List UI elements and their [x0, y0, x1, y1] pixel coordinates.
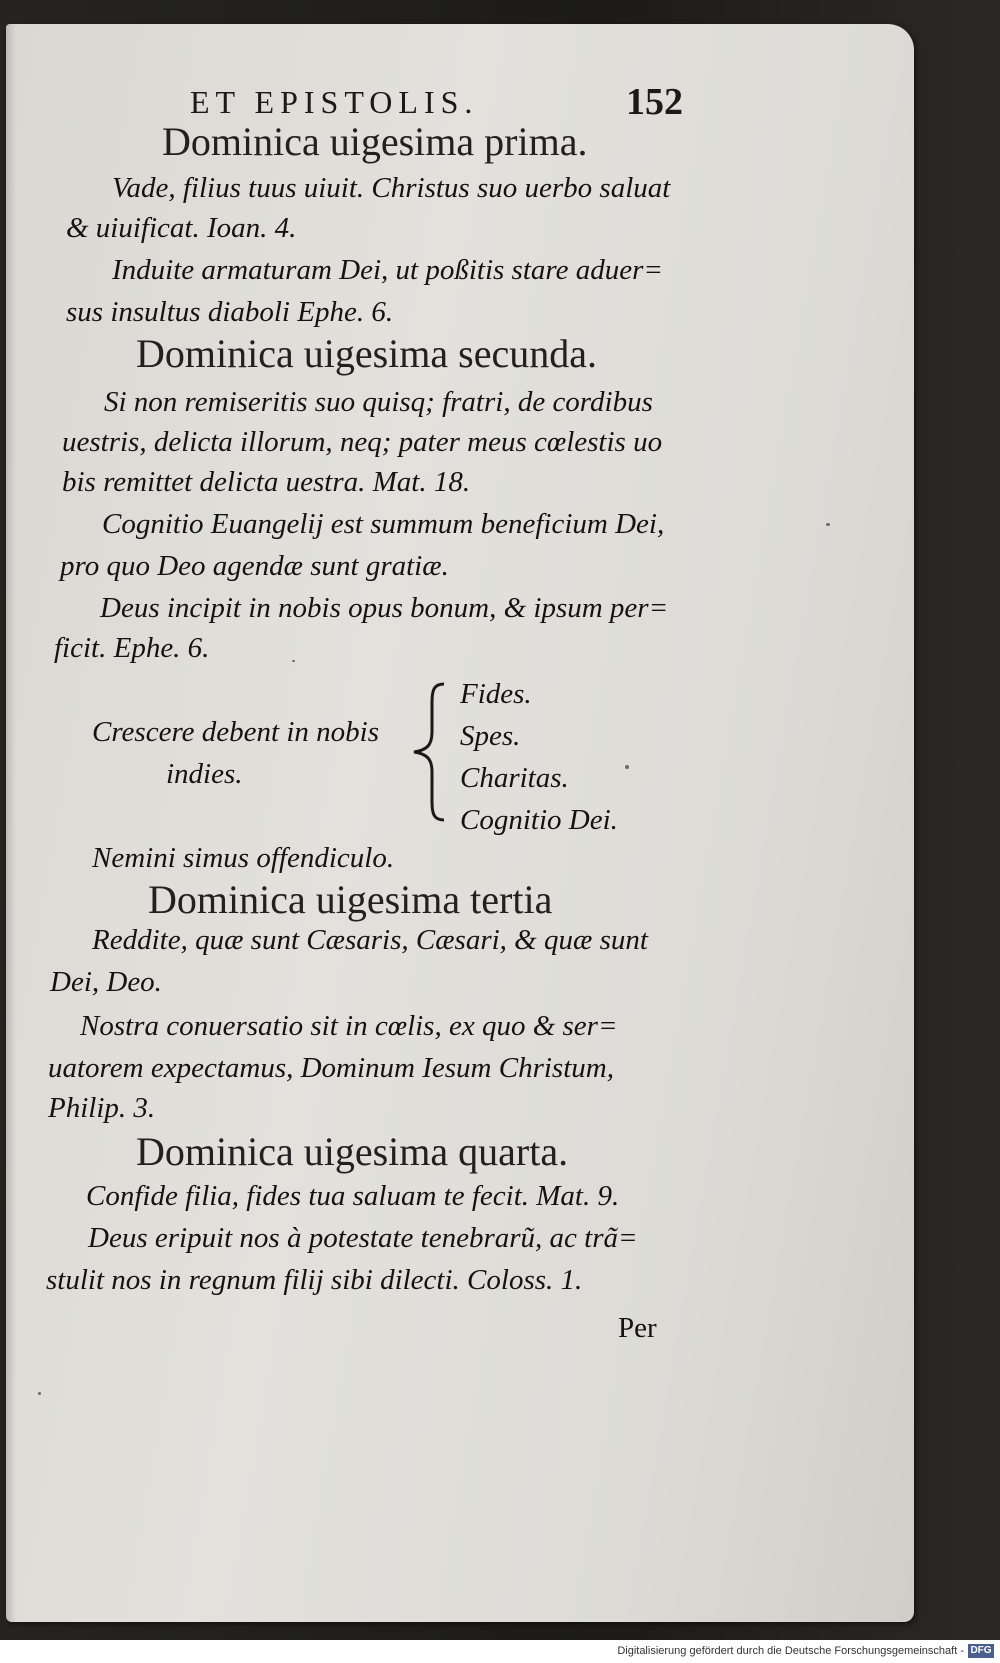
text-line: Deus eripuit nos à potestate tenebrarũ, ac trã=	[88, 1222, 638, 1254]
text-line: Induite armaturam Dei, ut poßitis stare aduer=	[112, 254, 663, 286]
text-line: Reddite, quæ sunt Cæsaris, Cæsari, & quæ sunt	[92, 924, 648, 956]
page-edge	[6, 24, 16, 1622]
text-line: Philip. 3.	[48, 1092, 156, 1124]
text-line: Nostra conuersatio sit in cœlis, ex quo & ser=	[80, 1010, 618, 1042]
text-line: Si non remiseritis suo quisq; fratri, de cordibus	[104, 386, 653, 418]
text-line: uestris, delicta illorum, neq; pater meus cœlestis uo	[62, 426, 663, 458]
text-line: stulit nos in regnum filij sibi dilecti. Coloss. 1.	[46, 1264, 583, 1296]
section-heading: Dominica uigesima tertia	[148, 877, 553, 922]
text-line: Dei, Deo.	[50, 966, 162, 998]
text-line: Cognitio Euangelij est summum beneficium Dei,	[102, 508, 665, 540]
catchword: Per	[618, 1312, 657, 1344]
text-line: pro quo Deo agendæ sunt gratiæ.	[60, 550, 449, 582]
text-line: uatorem expectamus, Dominum Iesum Christum,	[48, 1052, 614, 1084]
funding-credit: Digitalisierung gefördert durch die Deutsche Forschungsgemeinschaft -	[617, 1645, 964, 1657]
page-number: 152	[626, 81, 683, 123]
text-line: sus insultus diaboli Ephe. 6.	[66, 296, 394, 328]
list-intro-line: indies.	[166, 758, 243, 790]
list-item: Cognitio Dei.	[460, 804, 618, 836]
dfg-logo: DFG	[968, 1644, 994, 1658]
text-line: Deus incipit in nobis opus bonum, & ipsum per=	[100, 592, 669, 624]
text-line: Nemini simus offendiculo.	[92, 842, 395, 874]
list-intro-line: Crescere debent in nobis	[92, 716, 379, 748]
running-header: ET EPISTOLIS.	[190, 84, 479, 120]
text-line: Vade, filius tuus uiuit. Christus suo uerbo saluat	[112, 172, 671, 204]
section-heading: Dominica uigesima prima.	[162, 119, 588, 164]
section-heading: Dominica uigesima secunda.	[136, 331, 597, 376]
list-item: Charitas.	[460, 762, 569, 794]
list-item: Spes.	[460, 720, 521, 752]
text-line: bis remittet delicta uestra. Mat. 18.	[62, 466, 471, 498]
section-heading: Dominica uigesima quarta.	[136, 1129, 569, 1174]
list-item: Fides.	[460, 678, 532, 710]
text-line: & uiuificat. Ioan. 4.	[66, 212, 297, 244]
curly-brace-icon	[408, 682, 448, 822]
text-line: ficit. Ephe. 6.	[54, 632, 210, 664]
text-line: Confide filia, fides tua saluam te fecit. Mat. 9.	[86, 1180, 620, 1212]
